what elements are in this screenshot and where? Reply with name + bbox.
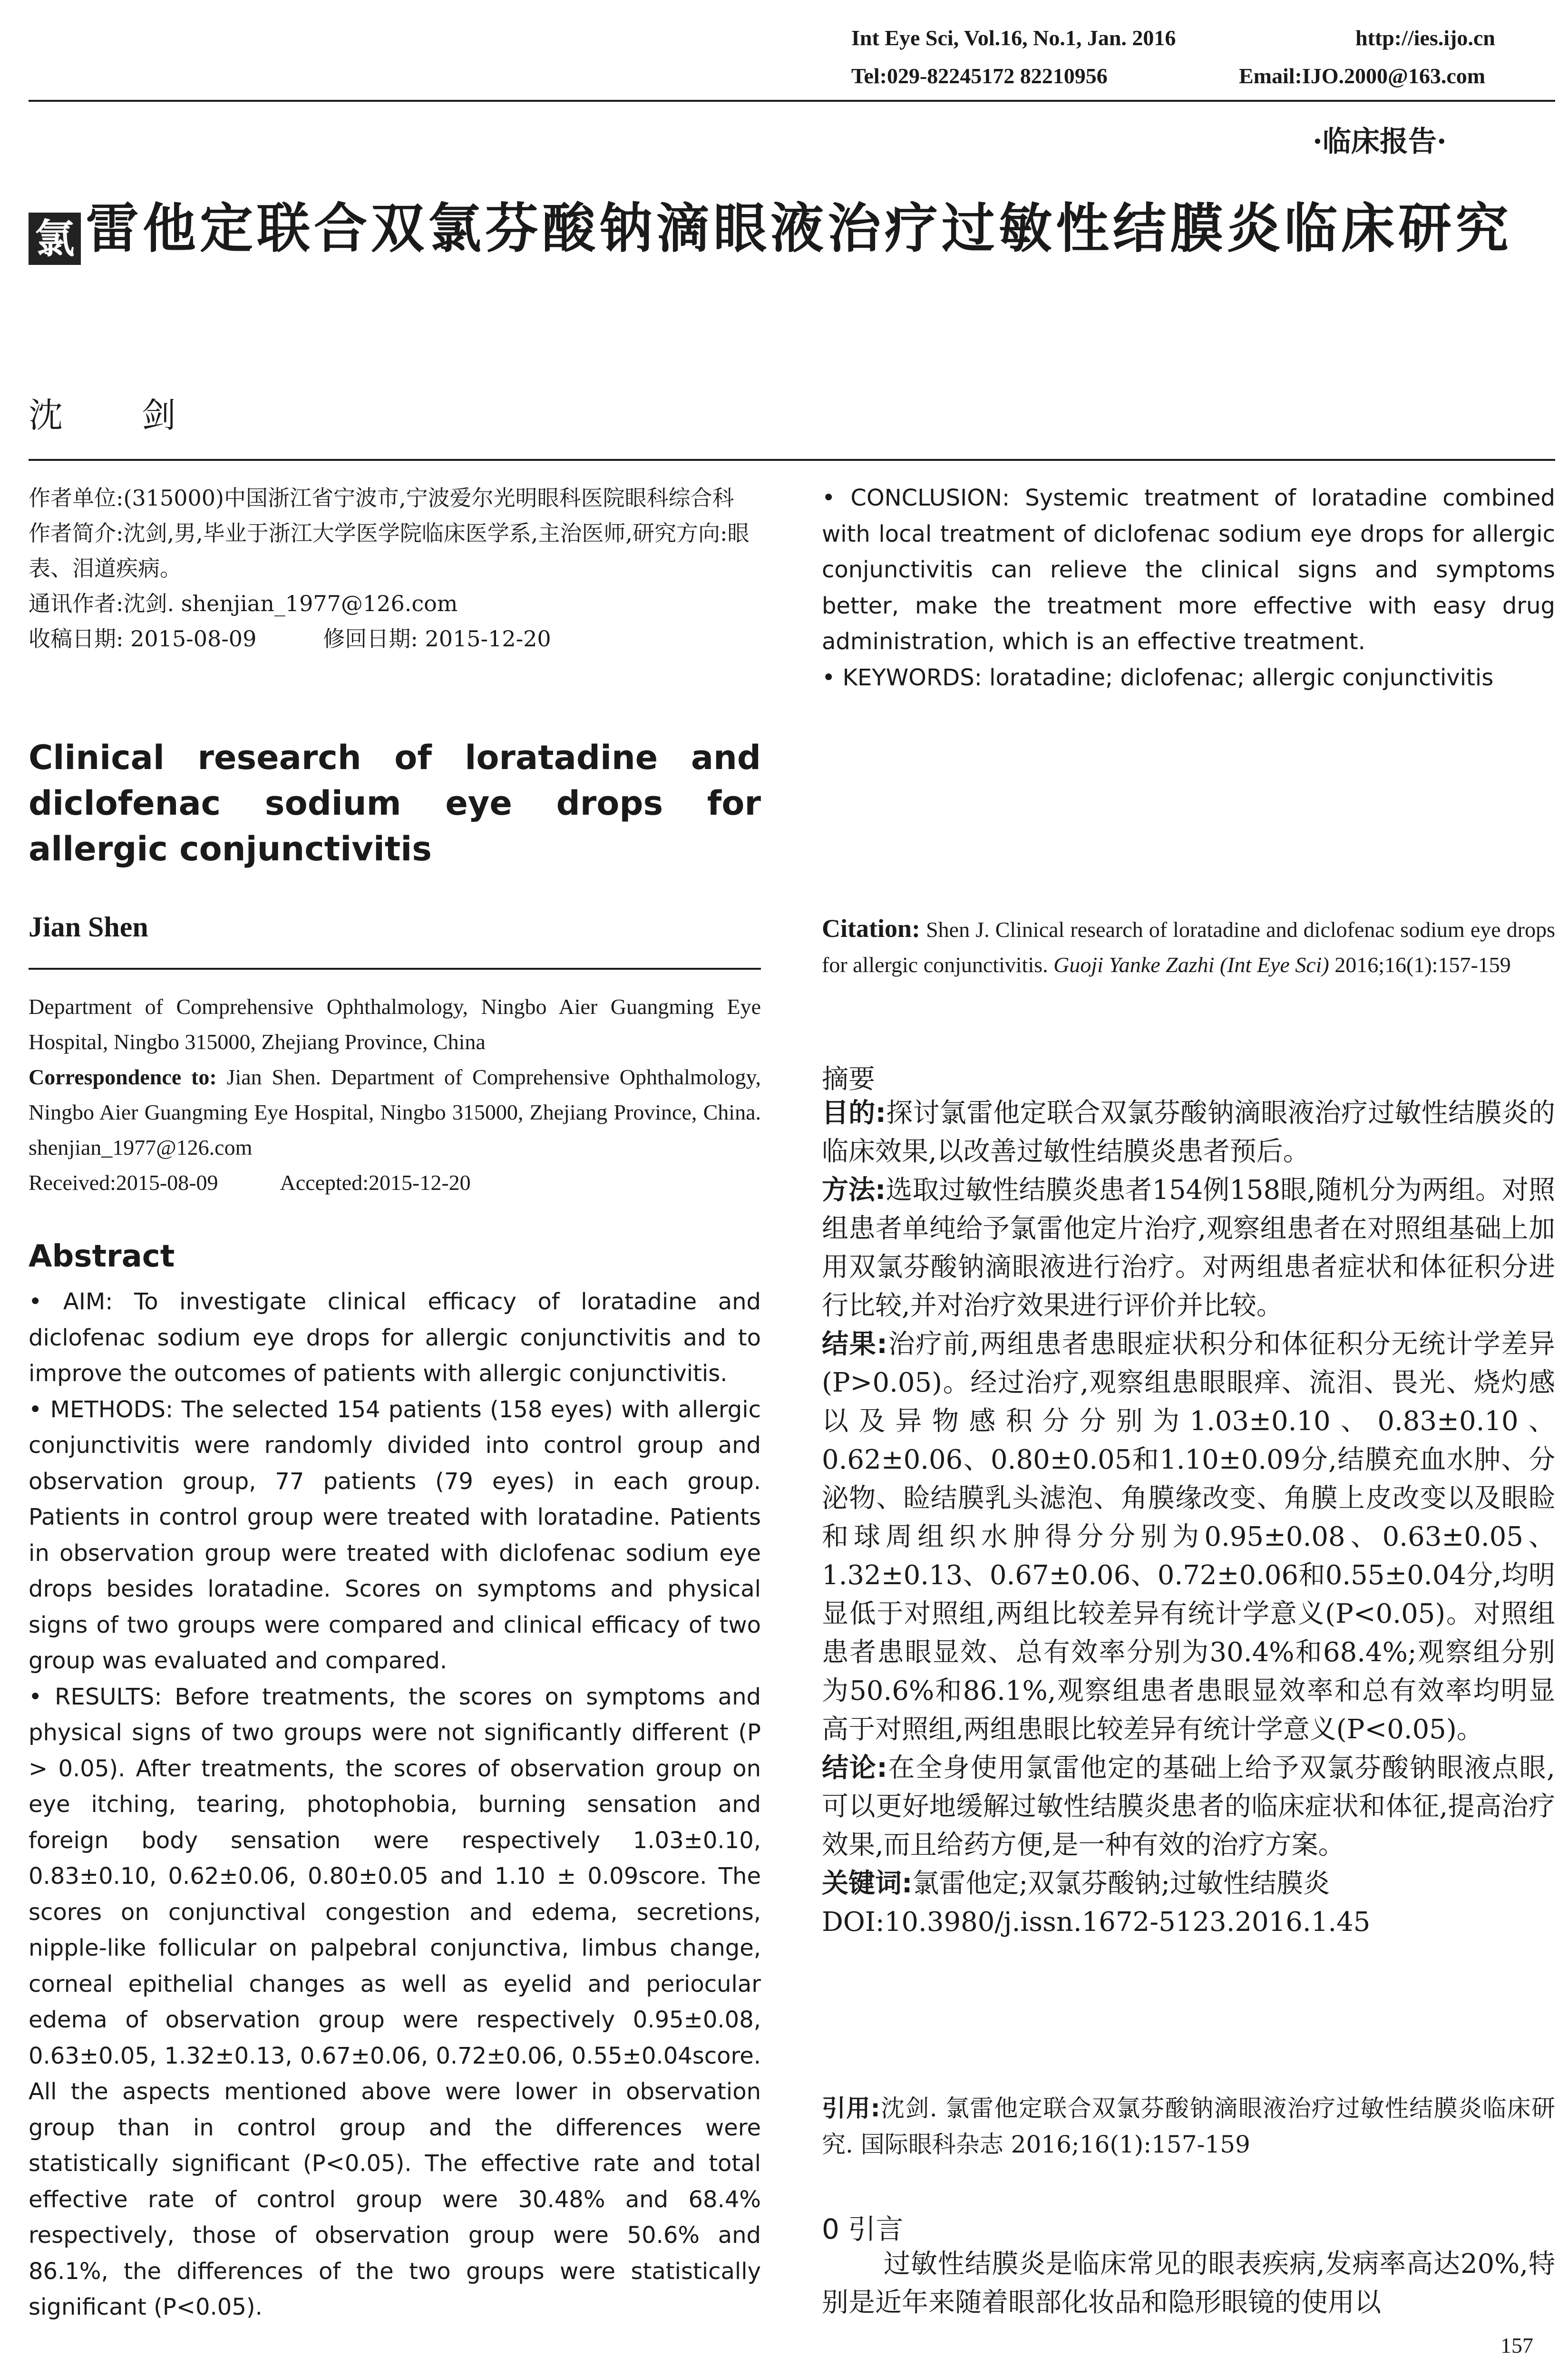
conclusion-cn bbox=[822, 1749, 1555, 1864]
received-cn: 收稿日期: 2015-08-09 bbox=[29, 626, 257, 652]
journal-citation: Int Eye Sci, Vol.16, No.1, Jan. 2016 bbox=[851, 26, 1176, 50]
citation-en-text: Shen J. Clinical research of loratadine and diclofenac sodium eye drops for allergic conjunctivitis. bbox=[822, 917, 1556, 977]
journal-url[interactable]: http://ies.ijo.cn bbox=[1355, 26, 1495, 50]
aim-label: AIM: bbox=[63, 1288, 113, 1315]
doi[interactable]: DOI:10.3980/j.issn.1672-5123.2016.1.45 bbox=[822, 1907, 1371, 1938]
results-label: RESULTS: bbox=[55, 1683, 162, 1710]
citation-en-journal: Guoji Yanke Zazhi (Int Eye Sci) bbox=[1053, 953, 1329, 977]
methods-cn-text: 选取过敏性结膜炎患者154例158眼,随机分为两组。对照组患者单纯给予氯雷他定片治疗,观察组患者在对照组基础上加用双氯芬酸钠滴眼液进行治疗。对两组患者症状和体征积分进行比较,并对治疗效果进行评价并比较。 bbox=[822, 1175, 1555, 1321]
page-number: 157 bbox=[1500, 2333, 1533, 2358]
methods-text: The selected 154 patients (158 eyes) with allergic conjunctivitis were randomly divided into control group and observation group, 77 patients (79 eyes) in each group. Patients in control group were treated with loratadine. Patients in observation group were treated with diclofenac sodium eye drops besides loratadine. Scores on symptoms and physical signs of two groups were compared and clinical efficacy of two group was evaluated and compared. bbox=[29, 1396, 761, 1674]
citation-en-tail: 2016;16(1):157-159 bbox=[1334, 953, 1511, 977]
conclusion-label: CONCLUSION: bbox=[850, 485, 1010, 511]
keywords-cn-label: 关键词: bbox=[822, 1868, 913, 1899]
journal-email[interactable]: Email:IJO.2000@163.com bbox=[1239, 64, 1486, 88]
citation-cn-label: 引用: bbox=[822, 2094, 880, 2122]
journal-tel: Tel:029-82245172 82210956 bbox=[851, 64, 1108, 88]
citation-en bbox=[822, 911, 1555, 983]
methods-label: METHODS: bbox=[50, 1396, 174, 1423]
keywords-text: loratadine; diclofenac; allergic conjunctivitis bbox=[989, 664, 1494, 691]
abstract-en-right bbox=[822, 480, 1555, 696]
author-en: Jian Shen bbox=[29, 911, 148, 943]
revised-cn: 修回日期: 2015-12-20 bbox=[323, 626, 551, 652]
intro-text: 过敏性结膜炎是临床常见的眼表疾病,发病率高达20%,特别是近年来随着眼部化妆品和隐形眼镜的使用以 bbox=[822, 2249, 1555, 2318]
dates-cn bbox=[29, 621, 761, 656]
abstract-en-heading: Abstract bbox=[29, 1239, 175, 1274]
abstract-en-left bbox=[29, 1284, 761, 2326]
abstract-keywords bbox=[822, 660, 1555, 696]
methods-cn bbox=[822, 1171, 1555, 1325]
keywords-label: KEYWORDS: bbox=[842, 664, 982, 691]
correspondence-cn: 通讯作者:沈剑. shenjian_1977@126.com bbox=[29, 591, 458, 616]
citation-en-label: Citation: bbox=[822, 914, 920, 943]
objective-cn bbox=[822, 1094, 1555, 1171]
results-text: Before treatments, the scores on symptoms and physical signs of two groups were not significantly different (P > 0.05). After treatments, the scores of observation group on eye itching, tearing, photophobia, burning sensation and foreign body sensation were respectively 1.03±0.10, 0.83±0.10, 0.62±0.06, 0.80±0.05 and 1.10 ± 0.09score. The scores on conjunctival congestion and edema, secretions, nipple-like follicular on palpebral conjunctiva, limbus change, corneal epithelial changes as well as eyelid and periocular edema of observation group were respectively 0.95±0.08, 0.63±0.05, 1.32±0.13, 0.67±0.06, 0.72±0.06, 0.55±0.04score. All the aspects mentioned above were lower in observation group than in control group and the differences were statistically significant (P<0.05). The effective rate and total effective rate of control group were 30.48% and 68.4% respectively, those of observation group were 50.6% and 86.1%, the differences of the two groups were statistically significant (P<0.05). bbox=[29, 1683, 761, 2320]
aim-text: To investigate clinical efficacy of loratadine and diclofenac sodium eye drops for allergic conjunctivitis and to improve the outcomes of patients with allergic conjunctivitis. bbox=[29, 1288, 761, 1387]
received-en: Received:2015-08-09 bbox=[29, 1170, 218, 1195]
title-char-icon: 氯 bbox=[29, 213, 81, 265]
title-cn bbox=[29, 193, 1555, 265]
header-rule bbox=[29, 100, 1555, 102]
title-rule bbox=[29, 459, 1555, 461]
citation-cn bbox=[822, 2090, 1555, 2163]
abstract-cn-heading: 摘要 bbox=[822, 1064, 875, 1095]
section-label: ·临床报告· bbox=[1313, 125, 1447, 158]
info-cn-block bbox=[29, 480, 761, 656]
affiliation-cn: 作者单位:(315000)中国浙江省宁波市,宁波爱尔光明眼科医院眼科综合科 bbox=[29, 485, 734, 511]
abstract-conclusion bbox=[822, 480, 1555, 660]
abstract-cn bbox=[822, 1094, 1555, 1941]
abstract-aim bbox=[29, 1284, 761, 1392]
objective-cn-label: 目的: bbox=[822, 1098, 886, 1129]
author-cn: 沈 剑 bbox=[29, 395, 195, 435]
accepted-en: Accepted:2015-12-20 bbox=[280, 1170, 471, 1195]
methods-cn-label: 方法: bbox=[822, 1175, 886, 1206]
results-cn-text: 治疗前,两组患者患眼症状积分和体征积分无统计学差异(P>0.05)。经过治疗,观察组患眼眼痒、流泪、畏光、烧灼感以及异物感积分分别为1.03±0.10、0.83±0.10、0.62±0.06、0.80±0.05和1.10±0.09分,结膜充血水肿、分泌物、睑结膜乳头滤泡、角膜缘改变、角膜上皮改变以及眼睑和球周组织水肿得分分别为0.95±0.08、0.63±0.05、1.32±0.13、0.67±0.06、0.72±0.06和0.55±0.04分,均明显低于对照组,两组比较差异有统计学意义(P<0.05)。对照组患者患眼显效、总有效率分别为30.4%和68.4%;观察组分别为50.6%和86.1%,观察组患者患眼显效率和总有效率均明显高于对照组,两组患眼比较差异有统计学意义(P<0.05)。 bbox=[822, 1329, 1555, 1745]
citation-cn-text: 沈剑. 氯雷他定联合双氯芬酸钠滴眼液治疗过敏性结膜炎临床研究. 国际眼科杂志 2016;16(1):157-159 bbox=[822, 2094, 1555, 2158]
info-en-block bbox=[29, 989, 761, 1200]
department-en: Department of Comprehensive Ophthalmology, Ningbo Aier Guangming Eye Hospital, Ningbo 315000, Zhejiang Province, China bbox=[29, 994, 761, 1054]
correspondence-en-label: Correspondence to: bbox=[29, 1065, 217, 1089]
keywords-cn bbox=[822, 1864, 1555, 1903]
abstract-methods bbox=[29, 1392, 761, 1679]
objective-cn-text: 探讨氯雷他定联合双氯芬酸钠滴眼液治疗过敏性结膜炎的临床效果,以改善过敏性结膜炎患者预后。 bbox=[822, 1098, 1555, 1167]
keywords-cn-text: 氯雷他定;双氯芬酸钠;过敏性结膜炎 bbox=[912, 1868, 1330, 1899]
dates-en bbox=[29, 1165, 761, 1200]
abstract-results bbox=[29, 1679, 761, 2326]
bio-cn: 作者简介:沈剑,男,毕业于浙江大学医学院临床医学系,主治医师,研究方向:眼表、泪道疾病。 bbox=[29, 520, 750, 581]
results-cn bbox=[822, 1325, 1555, 1749]
title-en: Clinical research of loratadine and diclofenac sodium eye drops for allergic conjunctivitis bbox=[29, 738, 761, 868]
intro-heading: 0 引言 bbox=[822, 2213, 904, 2245]
correspondence-en-text: Jian Shen. Department of Comprehensive Ophthalmology, Ningbo Aier Guangming Eye Hospital, Ningbo 315000, Zhejiang Province, China. shenjian_1977@126.com bbox=[29, 1065, 761, 1159]
conclusion-cn-label: 结论: bbox=[822, 1753, 887, 1783]
conclusion-cn-text: 在全身使用氯雷他定的基础上给予双氯芬酸钠眼液点眼,可以更好地缓解过敏性结膜炎患者的临床症状和体征,提高治疗效果,而且给药方便,是一种有效的治疗方案。 bbox=[822, 1753, 1555, 1861]
author-rule bbox=[29, 968, 761, 970]
conclusion-text: Systemic treatment of loratadine combined with local treatment of diclofenac sodium eye drops for allergic conjunctivitis can relieve the clinical signs and symptoms better, make the treatment more effective with easy drug administration, which is an effective treatment. bbox=[822, 485, 1555, 655]
results-cn-label: 结果: bbox=[822, 1329, 887, 1360]
title-cn-text: 雷他定联合双氯芬酸钠滴眼液治疗过敏性结膜炎临床研究 bbox=[86, 198, 1512, 260]
correspondence-en bbox=[29, 1060, 761, 1165]
